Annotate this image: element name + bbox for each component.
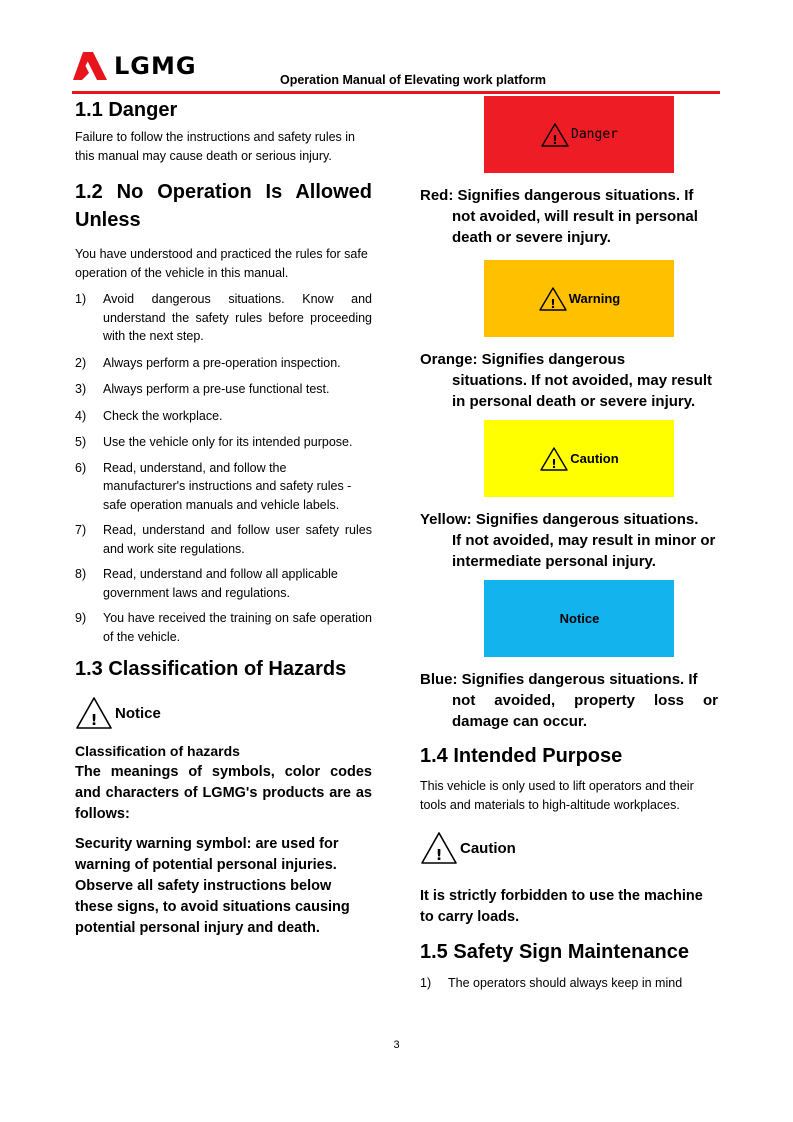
list-item: 7) Read, understand and follow user safety rules and work site regulations. (75, 523, 372, 556)
warning-triangle-icon (538, 286, 568, 312)
warning-triangle-icon (420, 831, 458, 865)
security-warning-text: Security warning symbol: are used for warning of potential personal injuries. Observe all safety instructions below these signs, to avoid situations causing potential personal injury and death. (75, 836, 350, 936)
warning-sign-box (484, 260, 674, 337)
list-item: 3) Always perform a pre-use functional test. (75, 382, 330, 396)
svg-text:!: ! (435, 846, 443, 864)
warning-triangle-icon (539, 446, 569, 472)
list-item: 1) The operators should always keep in mind (420, 976, 683, 990)
section-1-5-heading: 1.5 Safety Sign Maintenance (420, 941, 689, 963)
load-prohibition-text: It is strictly forbidden to use the machine to carry loads. (420, 888, 703, 925)
warning-triangle-icon (75, 696, 113, 730)
notice-symbol (75, 695, 372, 731)
caution-symbol (420, 830, 718, 866)
caution-symbol-label: Caution (460, 839, 516, 857)
section-1-2-heading: 1.2 No Operation Is Allowed Unless (75, 181, 372, 231)
danger-label: Danger (571, 127, 618, 142)
caution-description: Yellow: Signifies dangerous situations. If not avoided, may result in minor or intermediate personal injury. (420, 511, 716, 570)
notice-sign-box (484, 580, 674, 657)
operation-rules-list (75, 290, 372, 646)
page-number: 3 (393, 1039, 400, 1051)
notice-box-label: Notice (559, 611, 600, 626)
list-item: 5) Use the vehicle only for its intended purpose. (75, 435, 353, 449)
section-1-1-heading: 1.1 Danger (75, 99, 178, 121)
hazard-meanings-text: The meanings of symbols, color codes and characters of LGMG's products are as follows: (75, 764, 372, 822)
list-item: 6) Read, understand, and follow the manufacturer's instructions and safety rules - safe operation manuals and vehicle labels. (75, 460, 352, 512)
section-1-4-heading: 1.4 Intended Purpose (420, 745, 623, 767)
list-item: 9) You have received the training on safe operation of the vehicle. (75, 611, 372, 644)
section-1-2-intro: You have understood and practiced the rules for safe operation of the vehicle in this manual. (75, 247, 368, 280)
lgmg-logo-icon (72, 51, 108, 81)
svg-text:!: ! (549, 296, 556, 311)
list-item: 4) Check the workplace. (75, 408, 223, 423)
document-title: Operation Manual of Elevating work platform (280, 73, 547, 87)
list-item: 1) Avoid dangerous situations. Know and understand the safety rules before proceeding with the next step. (75, 292, 372, 343)
svg-text:!: ! (552, 132, 558, 147)
danger-sign-box (484, 96, 674, 173)
danger-description: Red: Signifies dangerous situations. If not avoided, will result in personal death or severe injury. (420, 187, 698, 246)
list-item: 8) Read, understand and follow all applicable government laws and regulations. (75, 567, 338, 600)
list-item: 2) Always perform a pre-operation inspection. (75, 355, 341, 370)
svg-text:!: ! (551, 456, 558, 471)
header-divider (72, 91, 720, 94)
caution-sign-box (484, 420, 674, 497)
left-column (75, 96, 372, 939)
maintenance-list (420, 974, 718, 993)
hazard-classification-title: Classification of hazards (75, 743, 240, 759)
warning-triangle-icon (540, 122, 570, 148)
caution-label: Caution (570, 451, 619, 466)
section-1-3-heading: 1.3 Classification of Hazards (75, 658, 347, 680)
svg-text:!: ! (90, 711, 98, 729)
warning-description: Orange: Signifies dangerous situations. If not avoided, may result in personal death or severe injury. (420, 351, 713, 410)
section-1-1-text: Failure to follow the instructions and safety rules in this manual may cause death or serious injury. (75, 130, 355, 163)
section-1-4-text: This vehicle is only used to lift operators and their tools and materials to high-altitude workplaces. (420, 779, 694, 812)
brand-logo (72, 49, 197, 83)
notice-description: Blue: Signifies dangerous situations. If not avoided, property loss or damage can occur. (420, 671, 718, 730)
right-column (420, 96, 718, 993)
brand-name: LGMG (114, 52, 197, 80)
notice-label: Notice (115, 704, 161, 722)
warning-label: Warning (568, 291, 621, 306)
